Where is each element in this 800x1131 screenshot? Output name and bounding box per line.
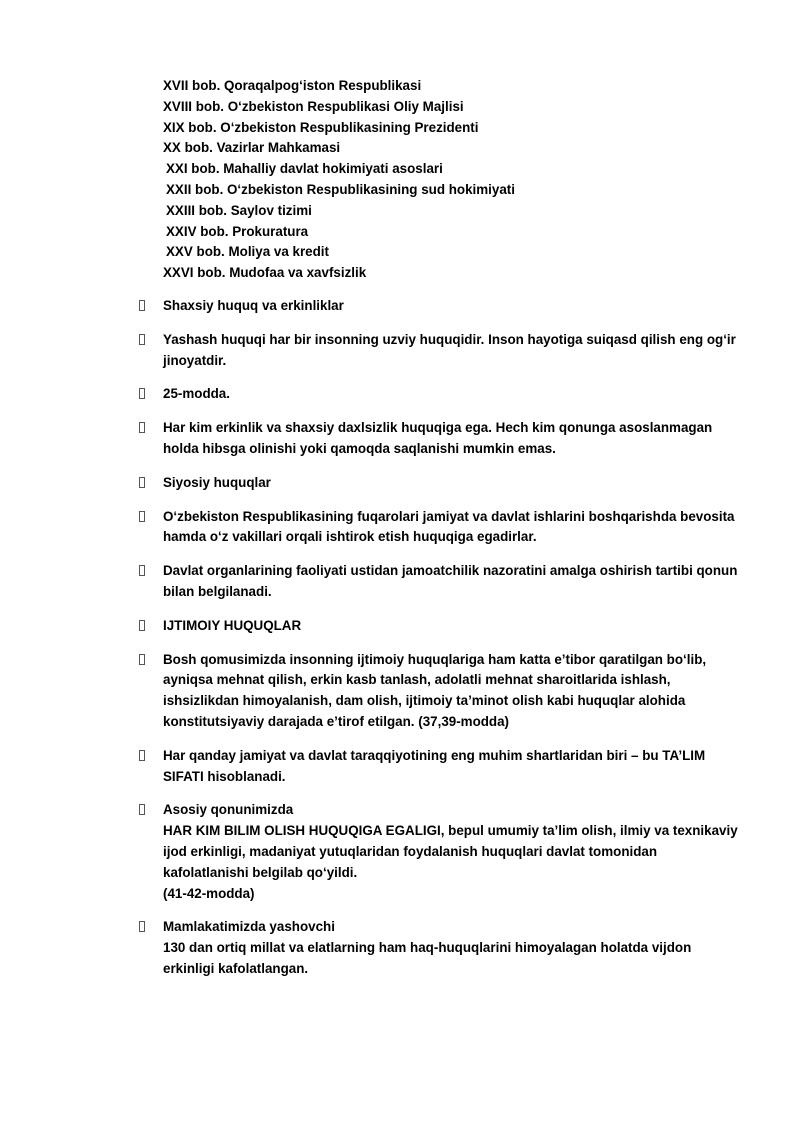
bullet-text: Har kim erkinlik va shaxsiy daxlsizlik huquqiga ega. Hech kim qonunga asoslanmagan holda hibsga olinishi yoki qamoqda saqlanishi mumkin emas. bbox=[163, 420, 713, 456]
chapter-list bbox=[163, 76, 723, 284]
bullet-marker-icon bbox=[139, 388, 145, 399]
chapter-line: XXI bob. Mahalliy davlat hokimiyati asoslari bbox=[166, 161, 443, 177]
bullet-text: Shaxsiy huquq va erkinliklar bbox=[163, 298, 344, 313]
bullet-item bbox=[0, 917, 800, 979]
bullet-text: Har qanday jamiyat va davlat taraqqiyotining eng muhim shartlaridan biri – bu TA’LIM SIFATI hisoblanadi. bbox=[163, 747, 706, 784]
bullet-item bbox=[0, 473, 800, 494]
bullet-text: O‘zbekiston Respublikasining fuqarolari jamiyat va davlat ishlarini boshqarishda bevosita hamda o‘z vakillari orqali ishtirok etish huquqiga egadirlar. bbox=[163, 508, 735, 545]
bullet-item bbox=[0, 616, 800, 637]
bullet-item bbox=[0, 418, 800, 460]
bullet-text: IJTIMOIY HUQUQLAR bbox=[163, 617, 302, 633]
chapter-line: XXIV bob. Prokuratura bbox=[166, 223, 309, 239]
bullet-item bbox=[0, 507, 800, 549]
bullet-line: HAR KIM BILIM OLISH HUQUQIGA EGALIGI, bepul umumiy ta’lim olish, ilmiy va texnikaviy ijod erkinligi, madaniyat yutuqlaridan foydalanish huquqlari davlat tomonidan kafolatlanishi belgilab qo‘yildi. bbox=[163, 823, 738, 880]
bullet-marker-icon bbox=[139, 921, 145, 932]
bullet-text: Bosh qomusimizda insonning ijtimoiy huquqlariga ham katta e’tibor qaratilgan bo‘lib, ayniqsa mehnat qilish, erkin kasb tanlash, adolatli mehnat sharoitlarida ishlash, ishsizlikdan himoyalanish, dam olish, ijtimoiy ta’minot olish kabi huquqlar alohida konstitutsiyaviy darajada e’tirof etilgan. (37,39-modda) bbox=[163, 651, 707, 729]
bullet-line: (41-42-modda) bbox=[163, 885, 255, 901]
bullet-text: Yashash huquqi har bir insonning uzviy huquqidir. Inson hayotiga suiqasd qilish eng og‘ir jinoyatdir. bbox=[163, 331, 736, 368]
bullet-marker-icon bbox=[139, 654, 145, 665]
bullet-text: Davlat organlarining faoliyati ustidan jamoatchilik nazoratini amalga oshirish tartibi qonun bilan belgilanadi. bbox=[163, 563, 738, 599]
bullet-line: Mamlakatimizda yashovchi bbox=[163, 919, 335, 935]
bullet-item bbox=[0, 650, 800, 733]
chapter-line: XXII bob. O‘zbekiston Respublikasining sud hokimiyati bbox=[166, 181, 515, 197]
bullet-text: Siyosiy huquqlar bbox=[163, 474, 271, 490]
bullet-marker-icon bbox=[139, 422, 145, 433]
bullet-item bbox=[0, 384, 800, 405]
bullet-line: 130 dan ortiq millat va elatlarning ham haq-huquqlarini himoyalagan holatda vijdon erkinligi kafolatlangan. bbox=[163, 940, 692, 976]
chapter-line: XIX bob. O‘zbekiston Respublikasining Prezidenti bbox=[163, 119, 479, 135]
chapter-line: XVIII bob. O‘zbekiston Respublikasi Oliy Majlisi bbox=[163, 98, 464, 114]
bullet-list bbox=[0, 296, 800, 993]
bullet-item bbox=[0, 330, 800, 372]
bullet-marker-icon bbox=[139, 804, 145, 815]
chapter-line: XXV bob. Moliya va kredit bbox=[166, 244, 329, 260]
chapter-line: XXIII bob. Saylov tizimi bbox=[166, 202, 312, 218]
bullet-marker-icon bbox=[139, 750, 145, 761]
chapter-line: XXVI bob. Mudofaa va xavfsizlik bbox=[163, 265, 367, 281]
bullet-text: 25-modda. bbox=[163, 386, 230, 402]
bullet-line: Asosiy qonunimizda bbox=[163, 802, 294, 818]
bullet-item bbox=[0, 561, 800, 603]
bullet-marker-icon bbox=[139, 511, 145, 522]
bullet-item bbox=[0, 746, 800, 788]
bullet-text-block bbox=[163, 917, 743, 979]
bullet-text-block bbox=[163, 800, 743, 904]
chapter-line: XX bob. Vazirlar Mahkamasi bbox=[163, 140, 341, 156]
bullet-marker-icon bbox=[139, 477, 145, 488]
bullet-item bbox=[0, 296, 800, 317]
bullet-marker-icon bbox=[139, 620, 145, 631]
bullet-item bbox=[0, 800, 800, 904]
bullet-marker-icon bbox=[139, 300, 145, 311]
bullet-marker-icon bbox=[139, 334, 145, 345]
chapter-line: XVII bob. Qoraqalpog‘iston Respublikasi bbox=[163, 78, 422, 93]
bullet-marker-icon bbox=[139, 565, 145, 576]
